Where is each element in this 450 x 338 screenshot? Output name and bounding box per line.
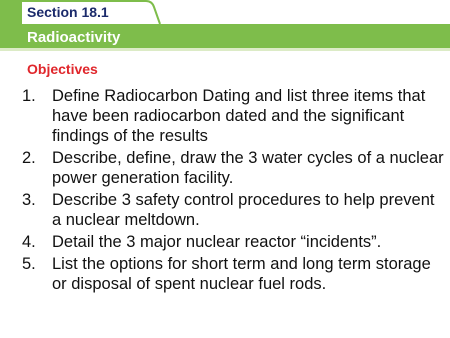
objective-text: Describe 3 safety control procedures to help prevent a nuclear meltdown. — [52, 191, 435, 229]
objective-item — [10, 190, 446, 230]
objective-list — [10, 86, 446, 296]
objective-text: List the options for short term and long term storage or disposal of spent nuclear fuel rods. — [52, 255, 431, 293]
objective-item — [10, 148, 446, 188]
objective-text: Define Radiocarbon Dating and list three items that have been radiocarbon dated and the significant findings of the results — [52, 87, 426, 145]
objectives-heading: Objectives — [27, 61, 98, 77]
objective-item — [10, 254, 446, 294]
topic-label: Radioactivity — [27, 29, 121, 46]
objective-number: 1. — [22, 87, 36, 105]
objective-item — [10, 86, 446, 146]
objective-item — [10, 232, 446, 252]
objective-text: Detail the 3 major nuclear reactor “incidents”. — [52, 233, 382, 251]
objective-text: Describe, define, draw the 3 water cycles of a nuclear power generation facility. — [52, 149, 444, 187]
slide-header — [0, 0, 450, 52]
header-corner-square — [0, 0, 22, 24]
objective-number: 3. — [22, 191, 36, 209]
objective-number: 2. — [22, 149, 36, 167]
objective-number: 4. — [22, 233, 36, 251]
section-label: Section 18.1 — [27, 4, 109, 20]
objective-number: 5. — [22, 255, 36, 273]
header-band-shadow — [0, 48, 450, 51]
